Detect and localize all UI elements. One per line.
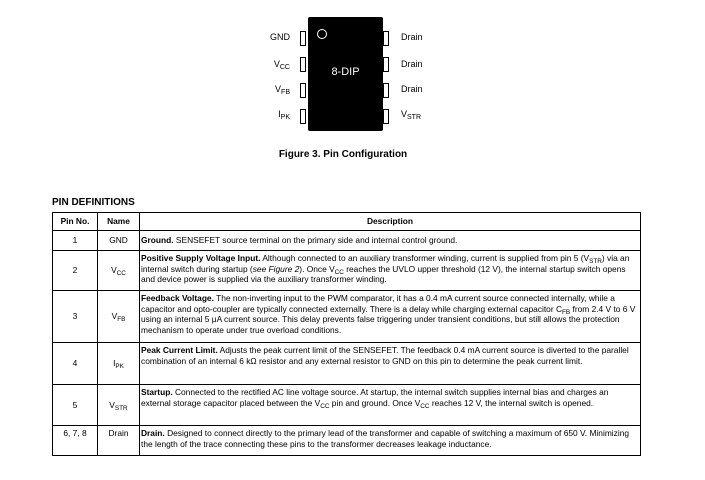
description-title: Feedback Voltage. <box>141 293 214 303</box>
pin-label-drain-6: Drain <box>401 84 423 94</box>
pin-label-drain-7: Drain <box>401 59 423 69</box>
description-title: Positive Supply Voltage Input. <box>141 253 261 263</box>
table-row <box>53 291 641 343</box>
pin-label-vstr: $V_{STR}$ <box>401 109 422 121</box>
description-text: Designed to connect directly to the primary lead of the transformer and capable of switching a maximum of 650 V. Minimizing the length of the trace connecting these pins to the transformer decreases leakage inductance. <box>141 428 630 449</box>
description-text: Connected to the rectified AC line voltage source. At startup, the internal switch supplies internal bias and charges an external storage capacitor placed between the $V_{CC}$ pin and ground. Once $V_{CC}$ reaches 12 V, the internal switch is opened. <box>141 387 609 410</box>
pin-label-gnd: GND <box>270 32 290 42</box>
header-pin-no: Pin No. <box>53 213 98 231</box>
pin-lead-8 <box>383 31 389 46</box>
description-text: SENSEFET source terminal on the primary side and internal control ground. <box>175 234 458 245</box>
pin-lead-6 <box>383 83 389 98</box>
figure-caption: Figure 3. Pin Configuration <box>278 149 408 160</box>
pin-definitions-table <box>52 212 641 456</box>
pin-lead-5 <box>383 109 389 124</box>
description-title: Peak Current Limit. <box>141 345 218 355</box>
table-row <box>53 251 641 291</box>
pin-name: $V_{FB}$ <box>98 291 140 343</box>
pin-lead-4 <box>300 109 306 124</box>
header-name: Name <box>98 213 140 231</box>
pin-number: 6, 7, 8 <box>53 426 98 456</box>
pin-description <box>140 291 641 343</box>
pin-label-ipk: $I_{PK}$ <box>278 109 290 121</box>
description-title: Startup. <box>141 387 173 397</box>
pin-description <box>140 251 641 291</box>
pin-name: GND <box>98 231 140 251</box>
table-row <box>53 426 641 456</box>
description-text: Although connected to an auxiliary transformer winding, current is supplied from pin 5 $(V_{STR})$ via an internal switch during startup (see Figure 2). Once $V_{CC}$ reaches the UVLO upper threshold (12 V), the internal startup switch opens and device power is supplied via the auxiliary transformer winding. <box>141 253 630 285</box>
pin-number: 2 <box>53 251 98 291</box>
table-header-row <box>53 213 641 231</box>
table-row <box>53 343 641 385</box>
pin-name: Drain <box>98 426 140 456</box>
description-title: Drain. <box>141 428 165 438</box>
table-row <box>53 231 641 251</box>
pin-number: 1 <box>53 231 98 251</box>
pin-description <box>140 343 641 385</box>
pin-label-vfb: $V_{FB}$ <box>275 84 290 96</box>
pin-lead-7 <box>383 57 389 72</box>
pin-lead-1 <box>300 31 306 46</box>
pin-name: $V_{CC}$ <box>98 251 140 291</box>
pin-description <box>140 385 641 426</box>
table-row <box>53 385 641 426</box>
description-title: Ground. <box>141 234 174 245</box>
pin-number: 4 <box>53 343 98 385</box>
pin-lead-2 <box>300 57 306 72</box>
pin-label-drain-8: Drain <box>401 32 423 42</box>
pin-lead-3 <box>300 83 306 98</box>
pin-description <box>140 426 641 456</box>
description-text: Adjusts the peak current limit of the SENSEFET. The feedback 0.4 mA current source is diverted to the parallel combination of an internal 6 kΩ resistor and any external resistor to GND on this pin to determine the peak current limit. <box>141 345 629 366</box>
pin-name: $I_{PK}$ <box>98 343 140 385</box>
pin1-notch-marker <box>317 29 327 39</box>
package-label: 8-DIP <box>331 66 360 78</box>
section-title: PIN DEFINITIONS <box>52 197 135 208</box>
pin-number: 5 <box>53 385 98 426</box>
pin-name: $V_{STR}$ <box>98 385 140 426</box>
pin-description <box>140 231 641 251</box>
description-text: The non-inverting input to the PWM comparator, it has a 0.4 mA current source connected internally, while a capacitor and opto-coupler are typically connected externally. There is a delay while charging external capacitor $C_{FB}$ from 2.4 V to 6 V using an internal 5 μA current source. This delay prevents false triggering under transient conditions, but still allows the protection mechanism to operate under true overload conditions. <box>141 293 636 336</box>
header-description: Description <box>140 213 641 231</box>
pin-number: 3 <box>53 291 98 343</box>
pin-label-vcc: $V_{CC}$ <box>273 59 290 71</box>
